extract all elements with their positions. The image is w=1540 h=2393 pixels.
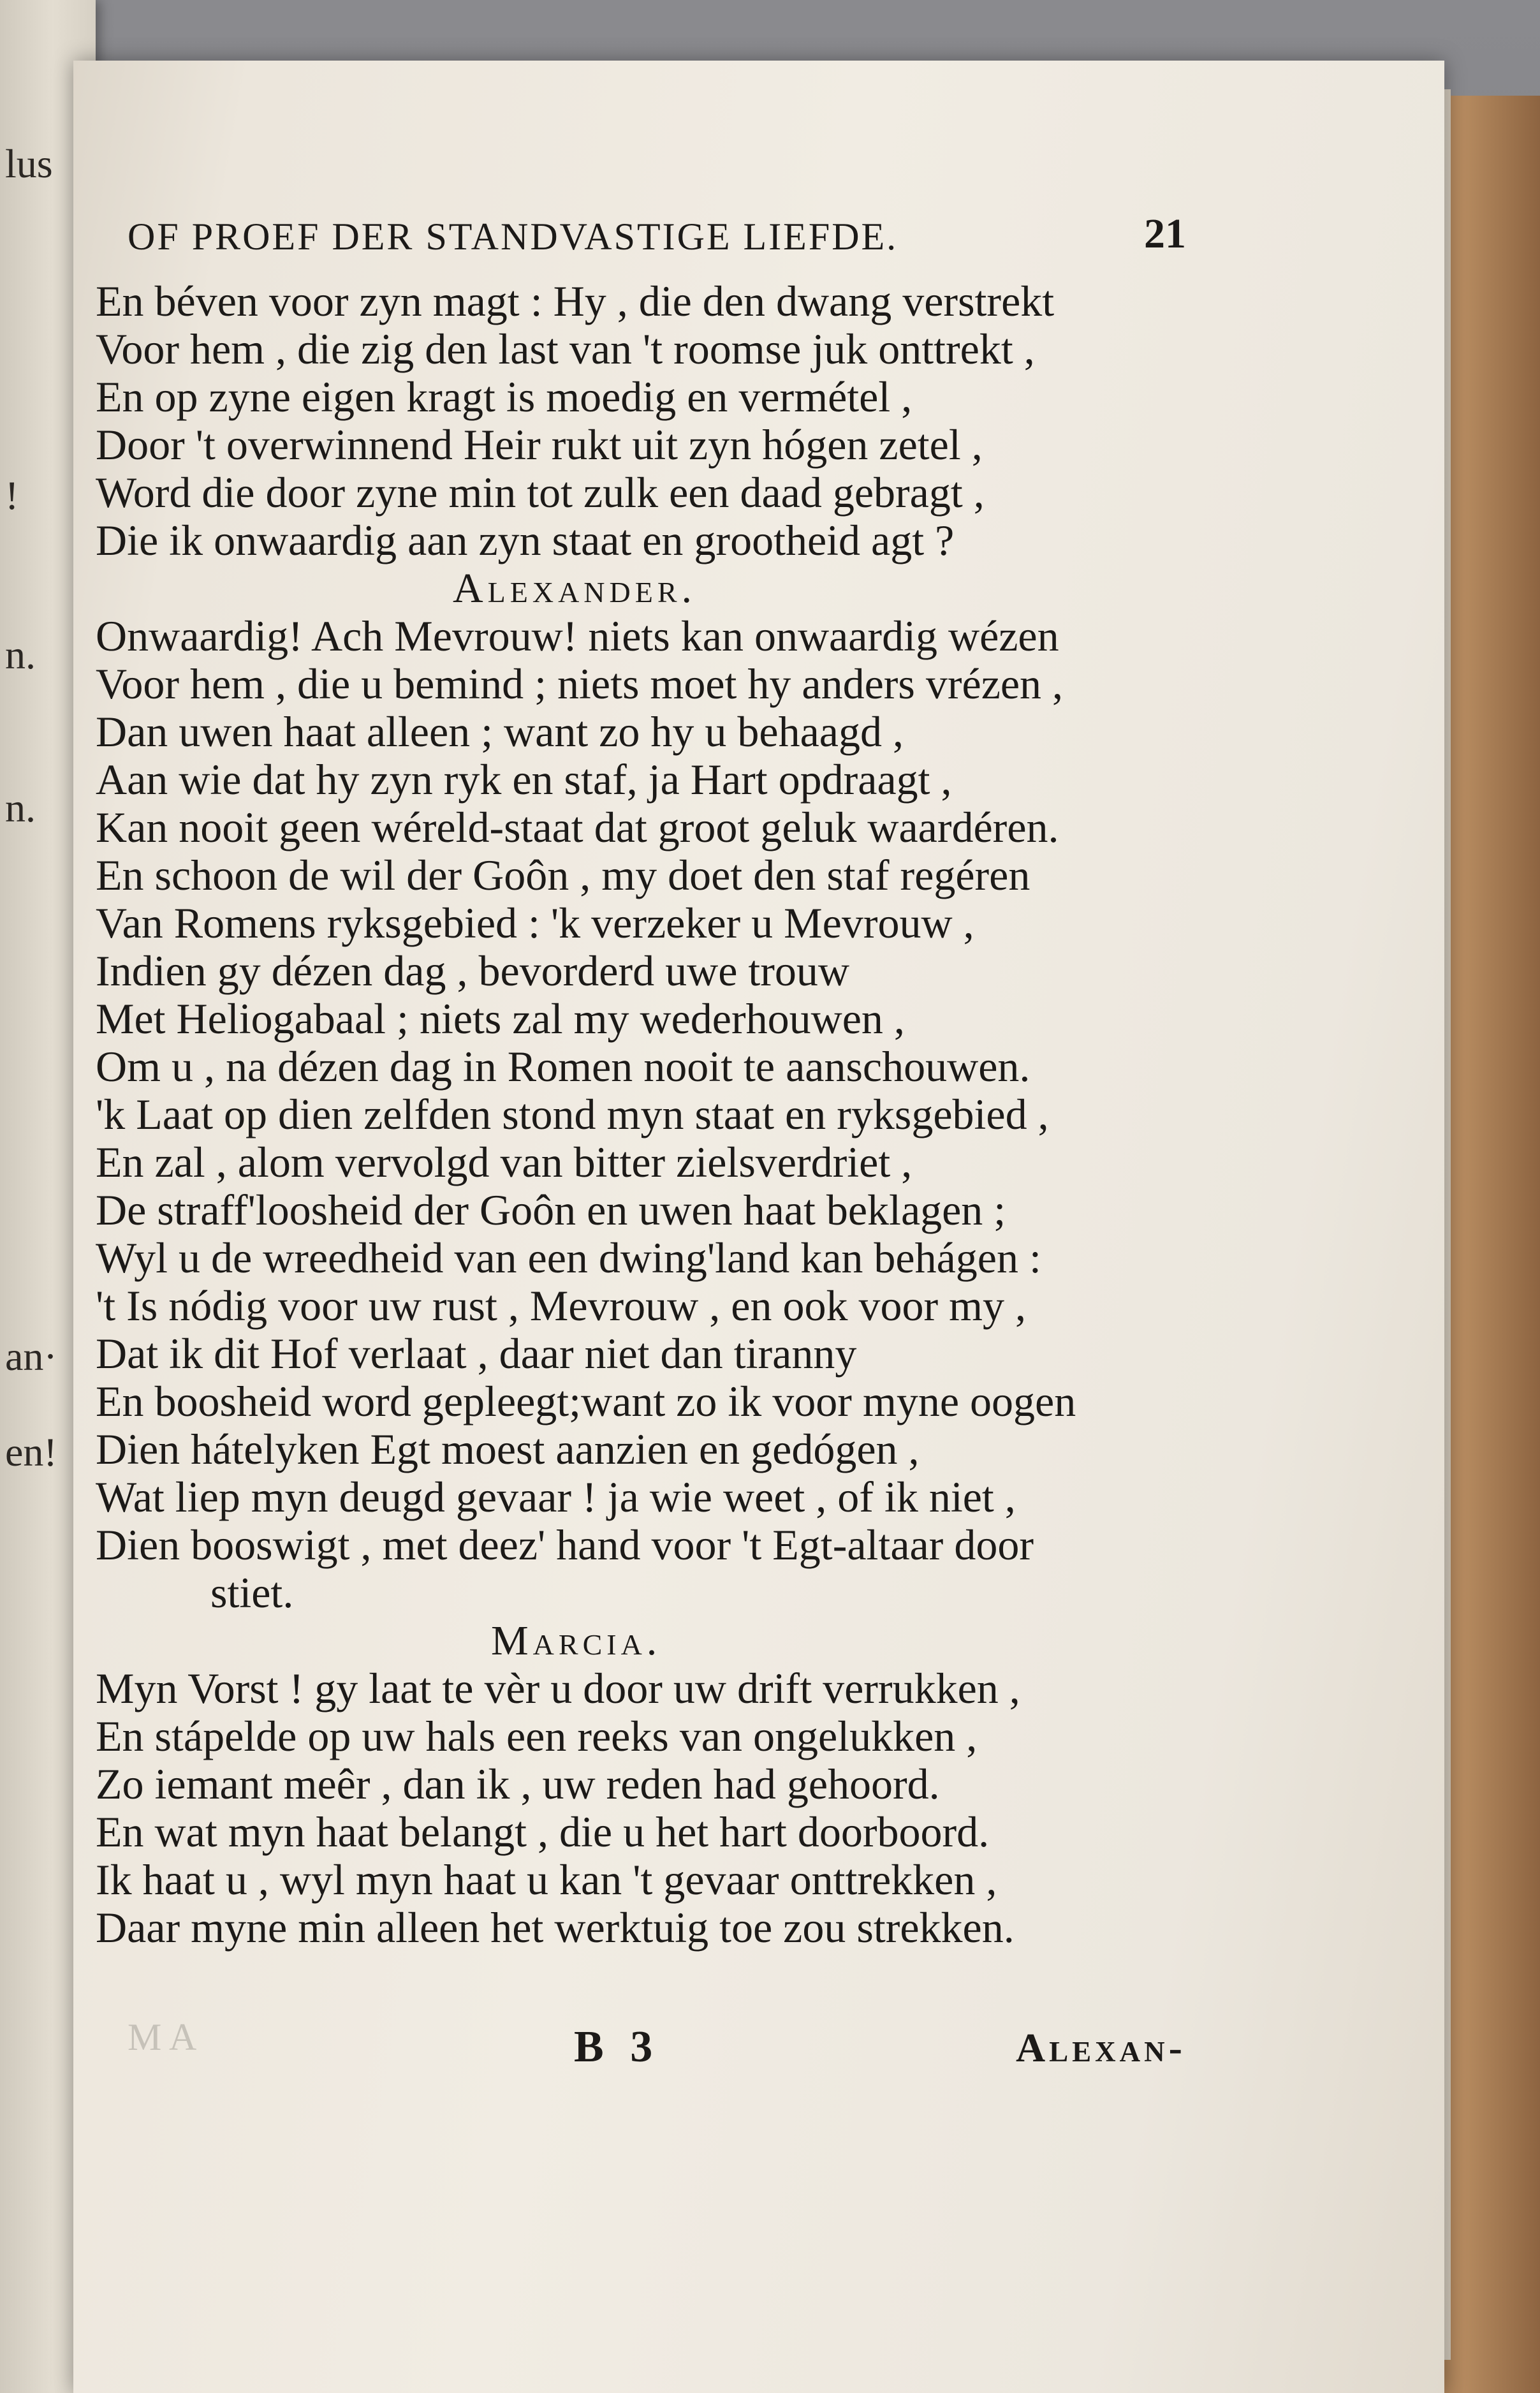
verse-line: Onwaardig! Ach Mevrouw! niets kan onwaardig wézen: [96, 612, 1059, 660]
verse-line: Die ik onwaardig aan zyn staat en grootheid agt ?: [96, 517, 955, 564]
page-footer: [191, 2015, 1186, 2086]
verse-line: En stápelde op uw hals een reeks van ongelukken ,: [96, 1712, 978, 1760]
page-number: 21: [1144, 210, 1186, 257]
verse-line: 't Is nódig voor uw rust , Mevrouw , en ook voor my ,: [96, 1282, 1027, 1330]
prev-page-fragment: n.: [5, 785, 36, 830]
signature-mark: B 3: [574, 2022, 661, 2072]
prev-page-fragment: lus: [5, 141, 53, 186]
verse-line: En op zyne eigen kragt is moedig en vermétel ,: [96, 373, 913, 421]
verse-line: Dien booswigt , met deez' hand voor 't Egt-altaar door: [96, 1521, 1034, 1569]
verse-line: En zal , alom vervolgd van bitter zielsverdriet ,: [96, 1138, 913, 1186]
verse-line: En boosheid word gepleegt;want zo ik voor myne oogen: [96, 1378, 1076, 1425]
prev-page-fragment: !: [5, 473, 19, 518]
speaker-name: Marcia.: [491, 1617, 662, 1664]
running-header: [128, 201, 1186, 265]
verse-line: Kan nooit geen wéreld-staat dat groot geluk waardéren.: [96, 804, 1059, 851]
speaker-name: Alexander.: [453, 565, 697, 612]
verse-line: En schoon de wil der Goôn , my doet den staf regéren: [96, 851, 1030, 899]
catchword: Alexan-: [1015, 2025, 1186, 2070]
verse-line: 'k Laat op dien zelfden stond myn staat en ryksgebied ,: [96, 1091, 1049, 1138]
verse-line: Ik haat u , wyl myn haat u kan 't gevaar onttrekken ,: [96, 1856, 997, 1904]
verse-line: Om u , na dézen dag in Romen nooit te aanschouwen.: [96, 1043, 1030, 1091]
verse-line: En wat myn haat belangt , die u het hart doorboord.: [96, 1808, 990, 1856]
running-title: OF PROEF DER STANDVASTIGE LIEFDE.: [128, 216, 898, 258]
verse-line: Myn Vorst ! gy laat te vèr u door uw drift verrukken ,: [96, 1665, 1020, 1712]
verse-line: Van Romens ryksgebied : 'k verzeker u Mevrouw ,: [96, 899, 974, 947]
verse-line: Dien hátelyken Egt moest aanzien en gedógen ,: [96, 1425, 920, 1473]
verse-line: Voor hem , die u bemind ; niets moet hy anders vrézen ,: [96, 660, 1064, 708]
verse-line: Dan uwen haat alleen ; want zo hy u behaagd ,: [96, 708, 904, 756]
verse-line: Wat liep myn deugd gevaar ! ja wie weet , of ik niet ,: [96, 1473, 1016, 1521]
verse-line: Dat ik dit Hof verlaat , daar niet dan tiranny: [96, 1330, 857, 1378]
verse-text: [96, 277, 1192, 1952]
verse-line: Indien gy dézen dag , bevorderd uwe trouw: [96, 947, 850, 995]
verse-line: Door 't overwinnend Heir rukt uit zyn hógen zetel ,: [96, 421, 983, 469]
verse-line: Met Heliogabaal ; niets zal my wederhouwen ,: [96, 995, 905, 1043]
verse-line: Daar myne min alleen het werktuig toe zou strekken.: [96, 1904, 1015, 1952]
verse-line: Wyl u de wreedheid van een dwing'land kan behágen :: [96, 1234, 1041, 1282]
prev-page-fragment: an·: [5, 1334, 57, 1379]
verse-line: Word die door zyne min tot zulk een daad gebragt ,: [96, 469, 985, 517]
prev-page-fragment: n.: [5, 632, 36, 677]
verse-line-turnover: stiet.: [210, 1569, 294, 1617]
verse-line: Voor hem , die zig den last van 't roomse juk onttrekt ,: [96, 325, 1035, 373]
verse-line: En béven voor zyn magt : Hy , die den dwang verstrekt: [96, 277, 1055, 325]
prev-page-fragment: en!: [5, 1429, 57, 1475]
verse-line: De straff'loosheid der Goôn en uwen haat beklagen ;: [96, 1186, 1006, 1234]
verse-line: Zo iemant meêr , dan ik , uw reden had gehoord.: [96, 1760, 940, 1808]
verse-line: Aan wie dat hy zyn ryk en staf, ja Hart opdraagt ,: [96, 756, 952, 804]
bleed-through-text: M A: [128, 2016, 197, 2058]
